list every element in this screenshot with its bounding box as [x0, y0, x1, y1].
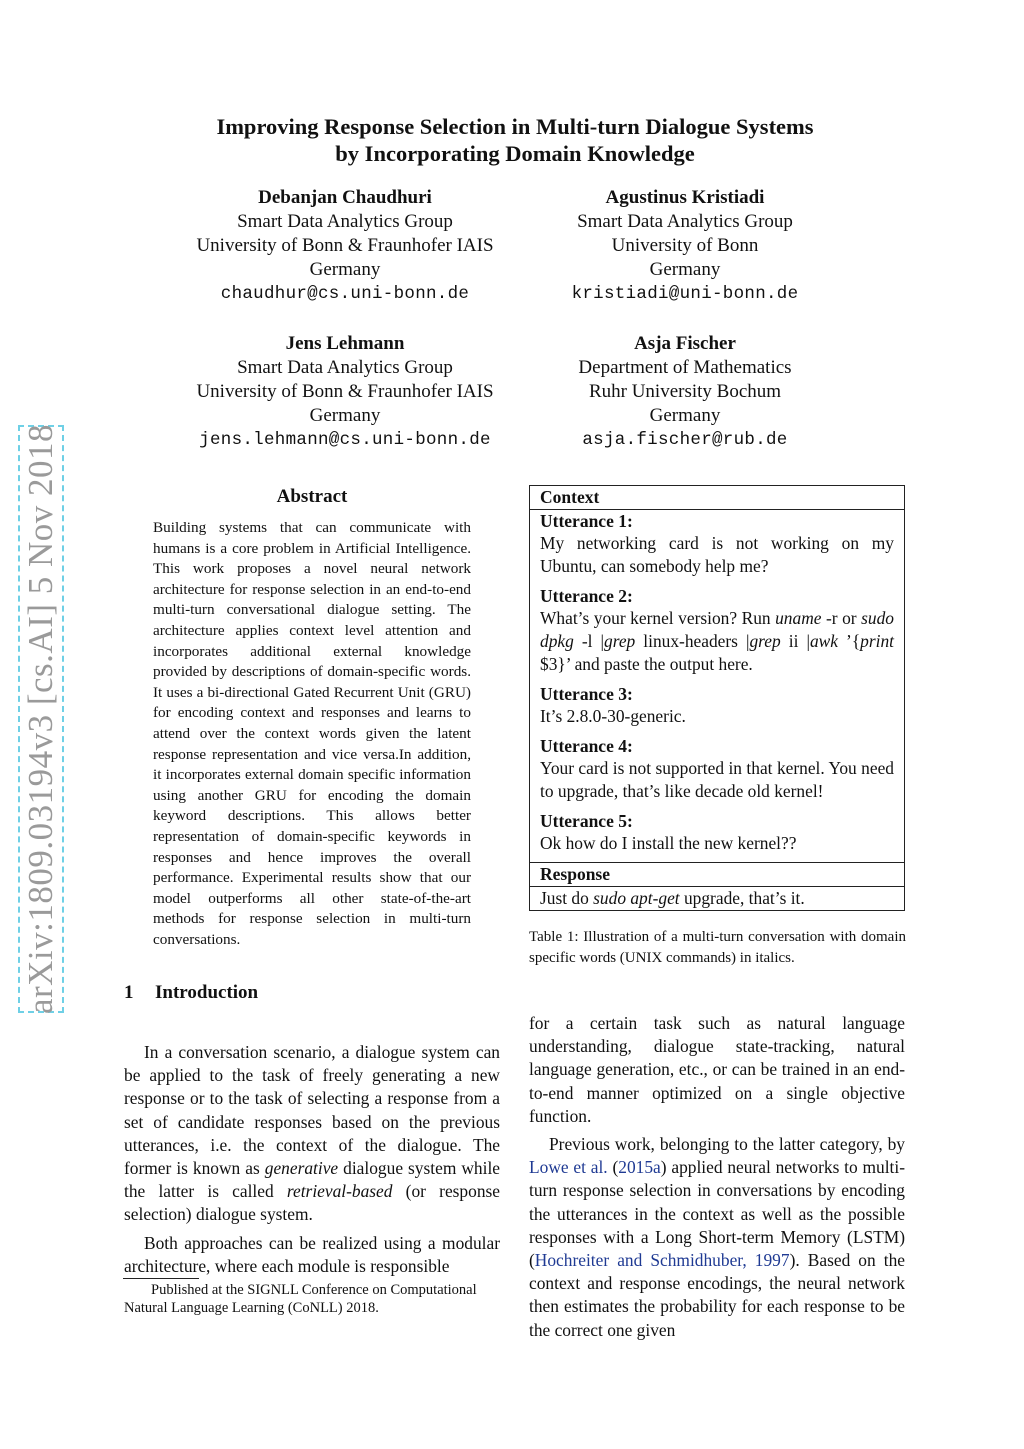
- author-block-2: [515, 186, 855, 306]
- author-name: Agustinus Kristiadi: [605, 187, 765, 208]
- text-run: Previous work, belonging to the latter category, by: [549, 1134, 905, 1155]
- context-table: [529, 485, 905, 911]
- utterance-5: [530, 810, 904, 855]
- author-affiliation: University of Bonn & Fraunhofer IAIS: [196, 235, 494, 256]
- utterance-text: My networking card is not working on my Ubuntu, can somebody help me?: [540, 533, 894, 576]
- section-heading: [124, 982, 258, 1004]
- arxiv-identifier: arXiv:1809.03194v3 [cs.AI] 5 Nov 2018: [21, 423, 60, 1015]
- right-paragraph-1: for a certain task such as natural language understanding, dialogue state-tracking, natural language generation, etc., or can be trained in an end-to-end manner optimized on a single objective function.: [529, 1013, 905, 1126]
- command-word: grep: [604, 631, 636, 651]
- intro-left-column: [124, 1041, 500, 1278]
- response-label: Response: [540, 864, 611, 884]
- author-country: Germany: [649, 405, 721, 426]
- footnote: Published at the SIGNLL Conference on Computational Natural Language Learning (CoNLL) 2018.: [124, 1282, 477, 1316]
- table-caption: Table 1: Illustration of a multi-turn conversation with domain specific words (UNIX commands) in italics.: [529, 929, 906, 966]
- section-number: 1: [124, 982, 134, 1003]
- response-text: [530, 887, 904, 910]
- command-word: sudo apt-get: [593, 888, 680, 908]
- arxiv-stamp: [18, 425, 64, 1013]
- author-country: Germany: [649, 259, 721, 280]
- abstract-heading: Abstract: [276, 486, 348, 507]
- utterance-text: Your card is not supported in that kernel. You need to upgrade, that’s like decade old kernel!: [540, 758, 894, 801]
- author-country: Germany: [309, 405, 381, 426]
- text-run: (: [607, 1157, 619, 1178]
- author-affiliation: Ruhr University Bochum: [588, 381, 782, 402]
- text-run: upgrade, that’s it.: [679, 888, 805, 908]
- text-run: In a conversation scenario, a dialogue system can be applied to the task of freely generating a new response or to the task of selecting a response from a set of candidate responses based on the previous utterances, i.e. the context of the dialogue. The former is known as: [124, 1042, 500, 1179]
- utterance-label: Utterance 2:: [540, 586, 633, 606]
- author-block-1: [165, 186, 525, 306]
- utterance-label: Utterance 1:: [540, 511, 633, 531]
- author-name: Jens Lehmann: [285, 333, 405, 354]
- response-header-row: [530, 863, 904, 885]
- title-line-1: Improving Response Selection in Multi-turn Dialogue Systems: [216, 114, 814, 139]
- citation-link[interactable]: Lowe et al.: [529, 1157, 608, 1178]
- text-run: -r or: [821, 608, 862, 628]
- author-name: Asja Fischer: [634, 333, 736, 354]
- author-affiliation: University of Bonn: [611, 235, 759, 256]
- citation-link[interactable]: Hochreiter and Schmidhuber, 1997: [534, 1250, 790, 1271]
- emphasis-generative: generative: [264, 1158, 339, 1179]
- command-word: sudo dpkg: [540, 608, 894, 651]
- text-run: What’s your kernel version? Run: [540, 608, 776, 628]
- utterance-label: Utterance 4:: [540, 736, 633, 756]
- command-word: grep: [749, 631, 781, 651]
- text-run: linux-headers |: [635, 631, 750, 651]
- utterance-label: Utterance 3:: [540, 684, 633, 704]
- author-email: chaudhur@cs.uni-bonn.de: [220, 284, 470, 304]
- text-run: ) applied neural networks to multi-turn response selection in conversations by encoding the utterances in the context as well as the possible responses with a Long Short-term Memory (LSTM) (: [529, 1157, 905, 1271]
- utterance-2: [530, 585, 904, 676]
- title-line-2: by Incorporating Domain Knowledge: [335, 141, 695, 166]
- author-affiliation: Department of Mathematics: [578, 357, 792, 378]
- utterance-label: Utterance 5:: [540, 811, 633, 831]
- intro-paragraph-2: Both approaches can be realized using a modular architecture, where each module is responsible: [124, 1232, 500, 1276]
- author-country: Germany: [309, 259, 381, 280]
- author-email: kristiadi@uni-bonn.de: [571, 284, 799, 304]
- text-run: $3}’ and paste the output here.: [540, 654, 753, 674]
- author-block-4: [515, 332, 855, 452]
- intro-right-column: [529, 1012, 905, 1342]
- footnote-rule: [123, 1278, 199, 1279]
- author-block-3: [165, 332, 525, 452]
- command-word: awk: [809, 631, 838, 651]
- text-run: -l |: [573, 631, 605, 651]
- author-email: jens.lehmann@cs.uni-bonn.de: [199, 430, 491, 450]
- utterance-text: [530, 607, 904, 676]
- utterance-text: Ok how do I install the new kernel??: [540, 833, 797, 853]
- author-affiliation: Smart Data Analytics Group: [237, 211, 453, 232]
- text-run: (or response selection) dialogue system.: [124, 1181, 501, 1225]
- text-run: ’{: [837, 631, 861, 651]
- citation-link[interactable]: 2015a: [618, 1157, 661, 1178]
- context-header-row: [530, 486, 904, 508]
- utterance-1: [530, 510, 904, 578]
- right-paragraph-2: [529, 1133, 905, 1342]
- text-run: Just do: [540, 888, 594, 908]
- text-run: ). Based on the context and response encodings, the neural network then estimates the probability for each response to be the correct one given: [529, 1250, 905, 1340]
- utterance-3: [530, 683, 904, 728]
- author-email: asja.fischer@rub.de: [582, 430, 788, 450]
- utterance-text: It’s 2.8.0-30-generic.: [540, 706, 686, 726]
- author-name: Debanjan Chaudhuri: [258, 187, 432, 208]
- paper-title: [120, 113, 910, 167]
- context-label: Context: [540, 487, 600, 507]
- text-run: ii |: [780, 631, 810, 651]
- response-row: [530, 887, 904, 910]
- utterance-4: [530, 735, 904, 803]
- abstract-text: Building systems that can communicate with humans is a core problem in Artificial Intelligence. This work proposes a novel neural network architecture for response selection in an end-to-end multi-turn conversational dialogue setting. The architecture applies context level attention and incorporates additional external knowledge provided by descriptions of domain-specific words. It uses a bi-directional Gated Recurrent Unit (GRU) for encoding context and responses and learns to attend over the context words given the latent response representation and vice versa.In addition, it incorporates external domain specific information using another GRU for encoding the domain keyword descriptions. This allows better representation of domain-specific keywords in responses and hence improves the overall performance. Experimental results show that our model outperforms all other state-of-the-art methods for response selection in multi-turn conversations.: [153, 519, 471, 948]
- author-affiliation: Smart Data Analytics Group: [577, 211, 793, 232]
- emphasis-retrieval-based: retrieval-based: [286, 1181, 393, 1202]
- section-title: Introduction: [155, 982, 259, 1003]
- command-word: uname: [775, 608, 822, 628]
- text-run: dialogue system while the latter is called: [124, 1158, 500, 1202]
- author-affiliation: University of Bonn & Fraunhofer IAIS: [196, 381, 494, 402]
- intro-paragraph-1: [124, 1041, 500, 1227]
- command-word: print: [860, 631, 894, 651]
- author-affiliation: Smart Data Analytics Group: [237, 357, 453, 378]
